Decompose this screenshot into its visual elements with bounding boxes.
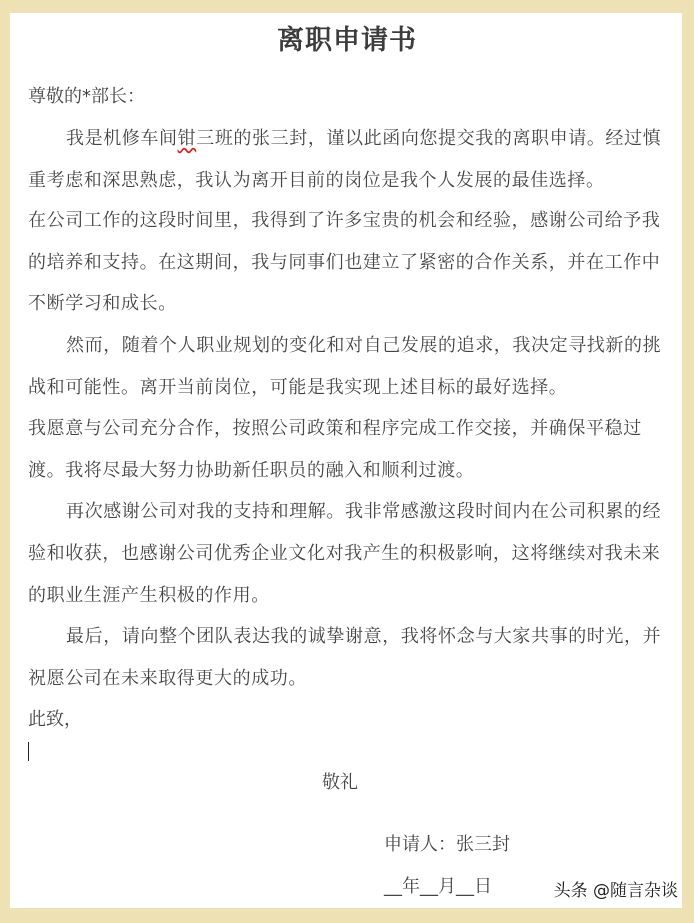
regards: 敬礼 [322, 772, 358, 793]
text-segment: 我是机修车间 [66, 128, 178, 149]
body-line: 最后，请向整个团队表达我的诚挚谢意，我将怀念与大家共事的时光，并 [66, 626, 662, 647]
body-line: 不断学习和成长。 [28, 293, 177, 314]
text-segment: 三班的张三封，谨以此函向您提交我的离职申请。经过慎 [196, 128, 662, 149]
body-line: 的职业生涯产生积极的作用。 [28, 585, 270, 606]
body-line: 祝愿公司在未来取得更大的成功。 [28, 668, 307, 689]
closing: 此致， [28, 709, 82, 730]
body-line: 战和可能性。离开当前岗位，可能是我实现上述目标的最好选择。 [28, 377, 568, 398]
body-line: 重考虑和深思熟虑，我认为离开目前的岗位是我个人发展的最佳选择。 [28, 170, 605, 191]
applicant: 申请人：张三封 [384, 834, 510, 855]
body-line: 在公司工作的这段时间里，我得到了许多宝贵的机会和经验，感谢公司给予我 [28, 210, 661, 231]
body-line: 然而，随着个人职业规划的变化和对自己发展的追求，我决定寻找新的挑 [66, 335, 662, 356]
body-line: 再次感谢公司对我的支持和理解。我非常感激这段时间内在公司积累的经 [66, 501, 662, 522]
date-field: __年__月__日 [384, 876, 492, 897]
body-line: 我愿意与公司充分合作，按照公司政策和程序完成工作交接，并确保平稳过 [28, 418, 642, 439]
text-cursor[interactable] [28, 742, 29, 761]
spellcheck-flagged-word: 钳 [177, 128, 197, 149]
document-title: 离职申请书 [277, 25, 417, 56]
body-line [66, 127, 661, 151]
body-line: 验和收获，也感谢公司优秀企业文化对我产生的积极影响，这将继续对我未来 [28, 543, 661, 564]
salutation: 尊敬的*部长： [28, 86, 145, 107]
body-line: 渡。我将尽最大努力协助新任职员的融入和顺利过渡。 [28, 460, 475, 481]
body-line: 的培养和支持。在这期间，我与同事们也建立了紧密的合作关系，并在工作中 [28, 252, 661, 273]
watermark: 头条 @随言杂谈 [553, 881, 678, 901]
